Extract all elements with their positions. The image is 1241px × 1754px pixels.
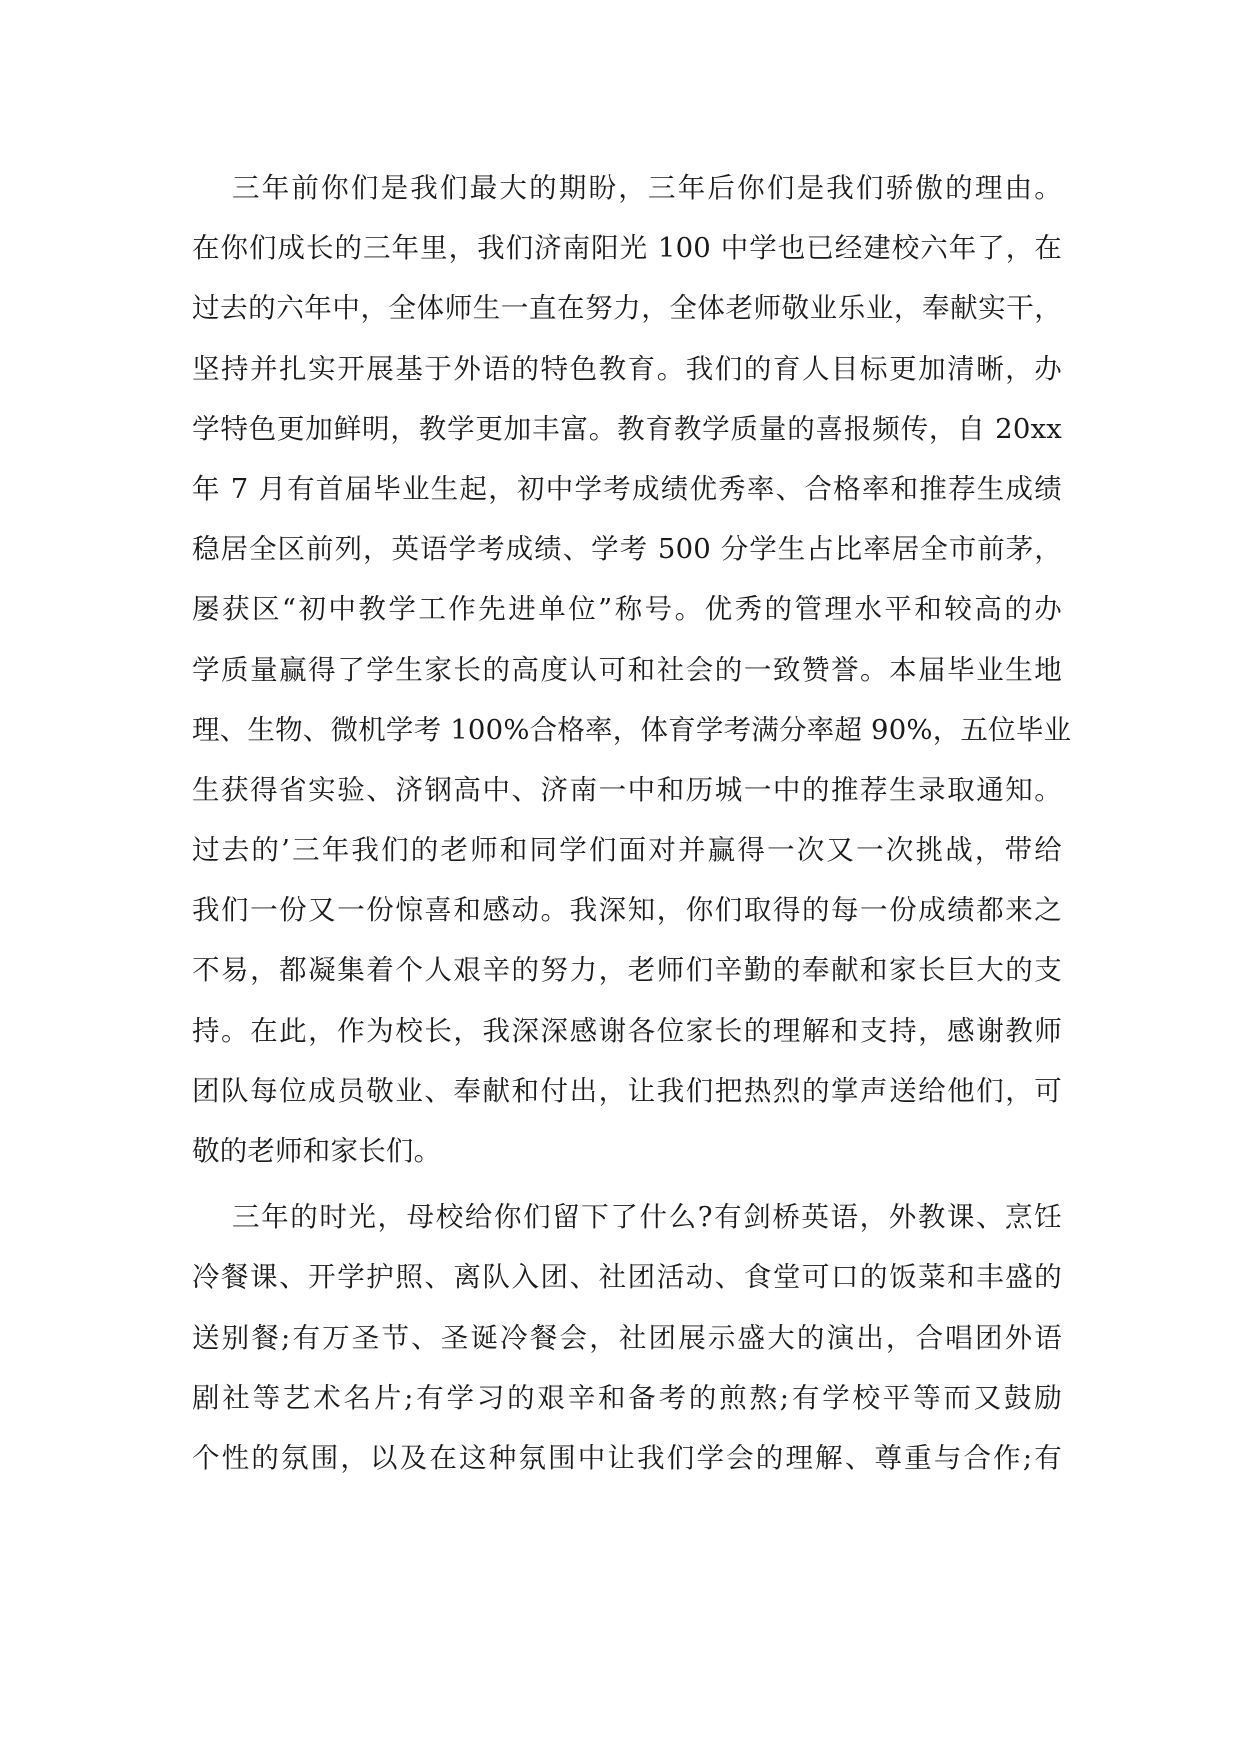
document-body (192, 158, 1072, 1488)
paragraph-1 (192, 158, 1072, 1181)
text-line: 生获得省实验、济钢高中、济南一中和历城一中的推荐生录取通知。 (192, 773, 1062, 806)
text-line: 个性的氛围，以及在这种氛围中让我们学会的理解、尊重与合作;有 (192, 1441, 1062, 1474)
text-line: 我们一份又一份惊喜和感动。我深知，你们取得的每一份成绩都来之 (192, 894, 1062, 927)
text-line: 三年的时光，母校给你们留下了什么?有剑桥英语，外教课、烹饪 (232, 1201, 1062, 1234)
text-line: 冷餐课、开学护照、离队入团、社团活动、食堂可口的饭菜和丰盛的 (192, 1261, 1062, 1294)
text-line: 过去的六年中，全体师生一直在努力，全体老师敬业乐业，奉献实干， (192, 292, 1062, 325)
text-line: 稳居全区前列，英语学考成绩、学考 500 分学生占比率居全市前茅， (192, 533, 1062, 566)
text-line: 三年前你们是我们最大的期盼，三年后你们是我们骄傲的理由。 (232, 172, 1062, 204)
text-line: 剧社等艺术名片;有学习的艰辛和备考的煎熬;有学校平等而又鼓励 (192, 1381, 1062, 1414)
text-line: 理、生物、微机学考 100%合格率，体育学考满分率超 90%，五位毕业 (192, 713, 1072, 746)
text-line: 送别餐;有万圣节、圣诞冷餐会，社团展示盛大的演出，合唱团外语 (192, 1321, 1062, 1354)
text-line: 持。在此，作为校长，我深深感谢各位家长的理解和支持，感谢教师 (192, 1014, 1062, 1047)
text-line: 年 7 月有首届毕业生起，初中学考成绩优秀率、合格率和推荐生成绩 (192, 472, 1062, 505)
text-line: 团队每位成员敬业、奉献和付出，让我们把热烈的掌声送给他们，可 (192, 1074, 1062, 1107)
text-line: 在你们成长的三年里，我们济南阳光 100 中学也已经建校六年了，在 (192, 232, 1062, 265)
text-line: 学质量赢得了学生家长的高度认可和社会的一致赞誉。本届毕业生地 (192, 653, 1062, 686)
text-line: 坚持并扎实开展基于外语的特色教育。我们的育人目标更加清晰，办 (192, 352, 1062, 385)
text-line: 学特色更加鲜明，教学更加丰富。教育教学质量的喜报频传，自 20xx (192, 412, 1062, 445)
paragraph-2 (192, 1187, 1062, 1488)
text-line: 过去的’三年我们的老师和同学们面对并赢得一次又一次挑战，带给 (192, 834, 1062, 867)
text-line: 屡获区“初中教学工作先进单位”称号。优秀的管理水平和较高的办 (192, 593, 1062, 626)
text-line: 敬的老师和家长们。 (192, 1135, 442, 1167)
text-line: 不易，都凝集着个人艰辛的努力，老师们辛勤的奉献和家长巨大的支 (192, 954, 1062, 987)
